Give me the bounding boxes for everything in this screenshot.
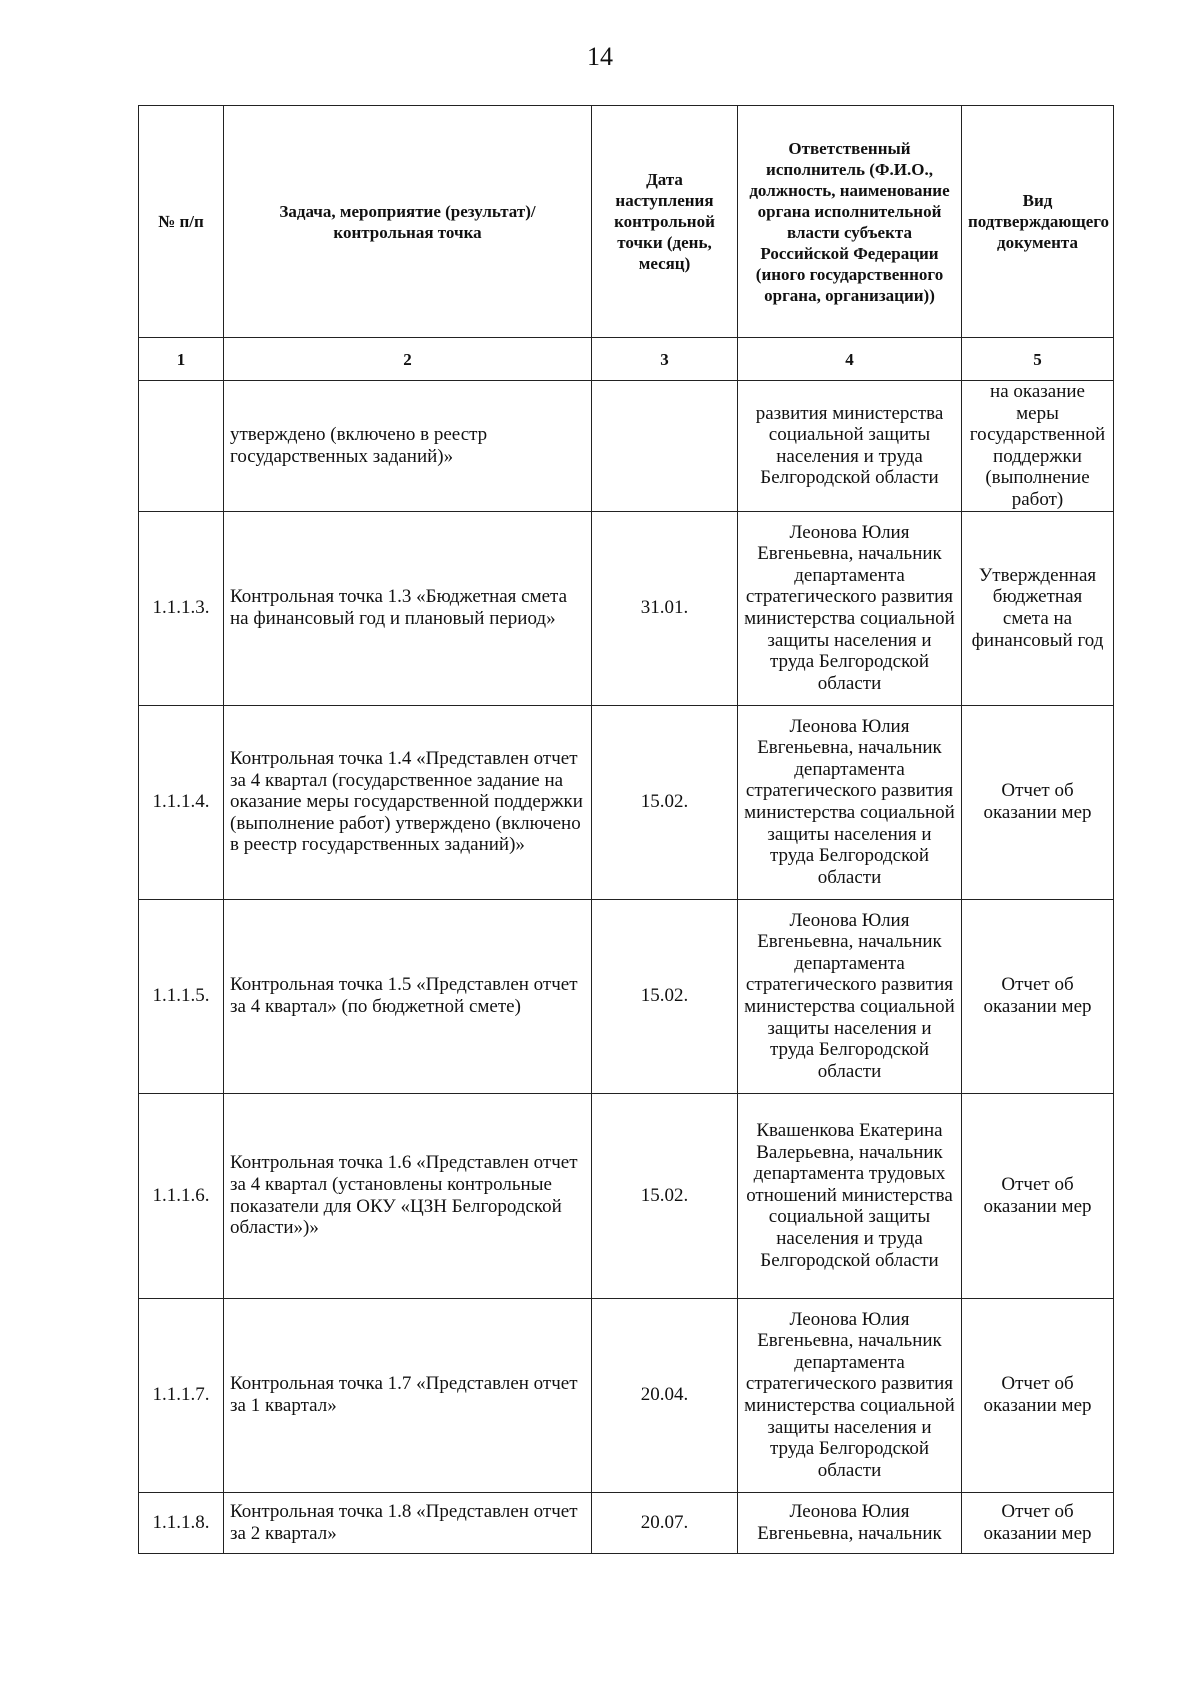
row-document: Отчет об оказании мер xyxy=(962,705,1114,899)
row-number: 1.1.1.6. xyxy=(139,1093,224,1298)
row-document: Утвержденная бюджетная смета на финансовый год xyxy=(962,511,1114,705)
column-number: 4 xyxy=(738,338,962,381)
row-date: 20.07. xyxy=(592,1492,738,1553)
row-number: 1.1.1.4. xyxy=(139,705,224,899)
row-date: 20.04. xyxy=(592,1298,738,1492)
header-number: № п/п xyxy=(139,106,224,338)
row-number: 1.1.1.5. xyxy=(139,899,224,1093)
control-points-table xyxy=(138,105,1114,1554)
table-row xyxy=(139,1093,1114,1298)
row-document: Отчет об оказании мер xyxy=(962,1093,1114,1298)
row-responsible: развития министерства социальной защиты населения и труда Белгородской области xyxy=(738,381,962,512)
column-number: 3 xyxy=(592,338,738,381)
row-responsible: Леонова Юлия Евгеньевна, начальник департамента стратегического развития министерства социальной защиты населения и труда Белгородской области xyxy=(738,511,962,705)
row-number: 1.1.1.7. xyxy=(139,1298,224,1492)
header-responsible: Ответственный исполнитель (Ф.И.О., должность, наименование органа исполнительной власти субъекта Российской Федерации (иного государственного органа, организации)) xyxy=(738,106,962,338)
row-date: 15.02. xyxy=(592,899,738,1093)
row-date: 15.02. xyxy=(592,705,738,899)
row-date xyxy=(592,381,738,512)
column-number: 2 xyxy=(224,338,592,381)
row-task: Контрольная точка 1.7 «Представлен отчет за 1 квартал» xyxy=(224,1298,592,1492)
row-task: утверждено (включено в реестр государственных заданий)» xyxy=(224,381,592,512)
row-number: 1.1.1.8. xyxy=(139,1492,224,1553)
row-document: Отчет об оказании мер xyxy=(962,1298,1114,1492)
row-responsible: Леонова Юлия Евгеньевна, начальник департамента стратегического развития министерства социальной защиты населения и труда Белгородской области xyxy=(738,899,962,1093)
row-document: на оказание меры государственной поддержки (выполнение работ) xyxy=(962,381,1114,512)
table-row xyxy=(139,381,1114,512)
row-responsible: Квашенкова Екатерина Валерьевна, начальник департамента трудовых отношений министерства социальной защиты населения и труда Белгородской области xyxy=(738,1093,962,1298)
header-document: Вид подтверждающего документа xyxy=(962,106,1114,338)
row-number xyxy=(139,381,224,512)
row-task: Контрольная точка 1.6 «Представлен отчет за 4 квартал (установлены контрольные показатели для ОКУ «ЦЗН Белгородской области»)» xyxy=(224,1093,592,1298)
header-date: Дата наступления контрольной точки (день, месяц) xyxy=(592,106,738,338)
row-document: Отчет об оказании мер xyxy=(962,899,1114,1093)
header-task: Задача, мероприятие (результат)/контрольная точка xyxy=(224,106,592,338)
table-row xyxy=(139,1492,1114,1553)
column-number: 1 xyxy=(139,338,224,381)
row-task: Контрольная точка 1.4 «Представлен отчет за 4 квартал (государственное задание на оказание меры государственной поддержки (выполнение работ) утверждено (включено в реестр государственных заданий)» xyxy=(224,705,592,899)
row-task: Контрольная точка 1.8 «Представлен отчет за 2 квартал» xyxy=(224,1492,592,1553)
table-row xyxy=(139,511,1114,705)
table-row xyxy=(139,899,1114,1093)
row-task: Контрольная точка 1.5 «Представлен отчет за 4 квартал» (по бюджетной смете) xyxy=(224,899,592,1093)
row-task: Контрольная точка 1.3 «Бюджетная смета на финансовый год и плановый период» xyxy=(224,511,592,705)
row-date: 15.02. xyxy=(592,1093,738,1298)
table-row xyxy=(139,705,1114,899)
row-date: 31.01. xyxy=(592,511,738,705)
column-number-row xyxy=(139,338,1114,381)
page-number: 14 xyxy=(587,42,613,71)
row-responsible: Леонова Юлия Евгеньевна, начальник xyxy=(738,1492,962,1553)
row-number: 1.1.1.3. xyxy=(139,511,224,705)
table-row xyxy=(139,1298,1114,1492)
row-document: Отчет об оказании мер xyxy=(962,1492,1114,1553)
header-row xyxy=(139,106,1114,338)
column-number: 5 xyxy=(962,338,1114,381)
row-responsible: Леонова Юлия Евгеньевна, начальник департамента стратегического развития министерства социальной защиты населения и труда Белгородской области xyxy=(738,1298,962,1492)
row-responsible: Леонова Юлия Евгеньевна, начальник департамента стратегического развития министерства социальной защиты населения и труда Белгородской области xyxy=(738,705,962,899)
